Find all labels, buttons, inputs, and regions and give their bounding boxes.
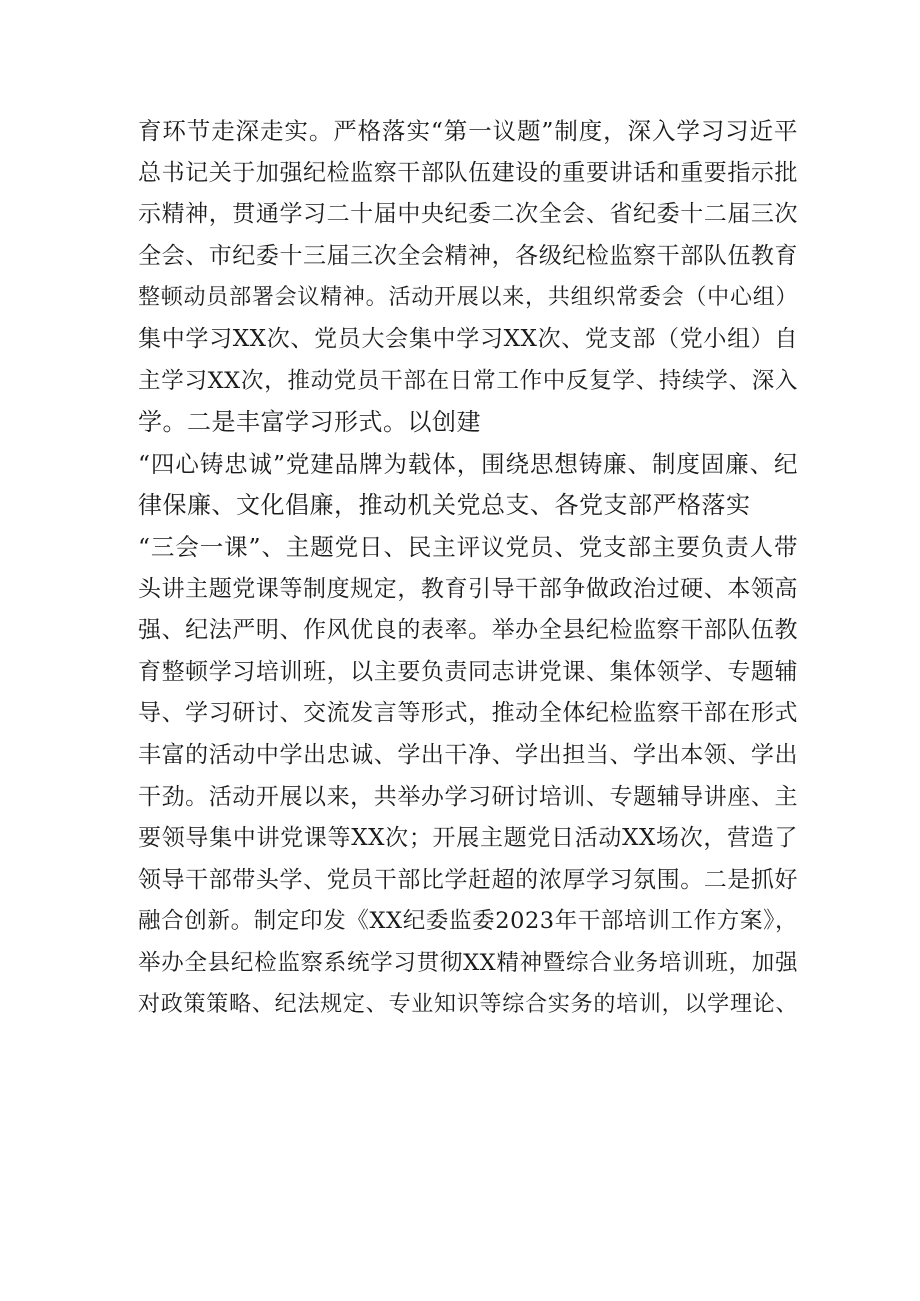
text-line-7: 主学习XX次，推动党员干部在日常工作中反复学、持续学、深入 xyxy=(138,367,798,394)
text-line-22: 对政策策略、纪法规定、专业知识等综合实务的培训，以学理论、 xyxy=(138,992,798,1018)
text-line-1: 育环节走深走实。严格落实“第一议题”制度，深入学习习近平 xyxy=(138,117,798,145)
text-line-10: 律保廉、文化倡廉，推动机关党总支、各党支部严格落实 xyxy=(138,491,751,520)
text-line-18: 要领导集中讲党课等XX次；开展主题党日活动XX场次，营造了 xyxy=(138,825,798,852)
text-line-4: 全会、市纪委十三届三次全会精神，各级纪检监察干部队伍教育 xyxy=(138,242,798,269)
text-line-9: “四心铸忠诚”党建品牌为载体，围绕思想铸廉、制度固廉、纪 xyxy=(138,449,798,478)
text-line-21: 举办全县纪检监察系统学习贯彻XX精神暨综合业务培训班，加强 xyxy=(138,949,798,976)
text-line-14: 育整顿学习培训班，以主要负责同志讲党课、集体领学、专题辅 xyxy=(138,658,798,685)
text-line-12: 头讲主题党课等制度规定，教育引导干部争做政治过硬、本领高 xyxy=(138,575,798,602)
text-line-20: 融合创新。制定印发《XX纪委监委2023年干部培训工作方案》， xyxy=(138,908,798,935)
text-line-17: 干劲。活动开展以来，共举办学习研讨培训、专题辅导讲座、主 xyxy=(138,783,798,810)
text-line-13: 强、纪法严明、作风优良的表率。举办全县纪检监察干部队伍教 xyxy=(138,617,798,644)
text-line-15: 导、学习研讨、交流发言等形式，推动全体纪检监察干部在形式 xyxy=(138,700,798,727)
body-text xyxy=(138,111,798,1026)
text-line-3: 示精神，贯通学习二十届中央纪委二次全会、省纪委十二届三次 xyxy=(138,201,798,228)
text-line-2: 总书记关于加强纪检监察干部队伍建设的重要讲话和重要指示批 xyxy=(138,159,798,186)
text-line-5: 整顿动员部署会议精神。活动开展以来，共组织常委会（中心组） xyxy=(138,285,798,311)
text-line-11: “三会一课”、主题党日、民主评议党员、党支部主要负责人带 xyxy=(138,532,798,561)
text-line-6: 集中学习XX次、党员大会集中学习XX次、党支部（党小组）自 xyxy=(138,325,798,352)
text-line-19: 领导干部带头学、党员干部比学赶超的浓厚学习氛围。二是抓好 xyxy=(138,866,798,893)
text-line-16: 丰富的活动中学出忠诚、学出干净、学出担当、学出本领、学出 xyxy=(138,741,798,768)
text-line-8: 学。二是丰富学习形式。以创建 xyxy=(138,408,481,437)
